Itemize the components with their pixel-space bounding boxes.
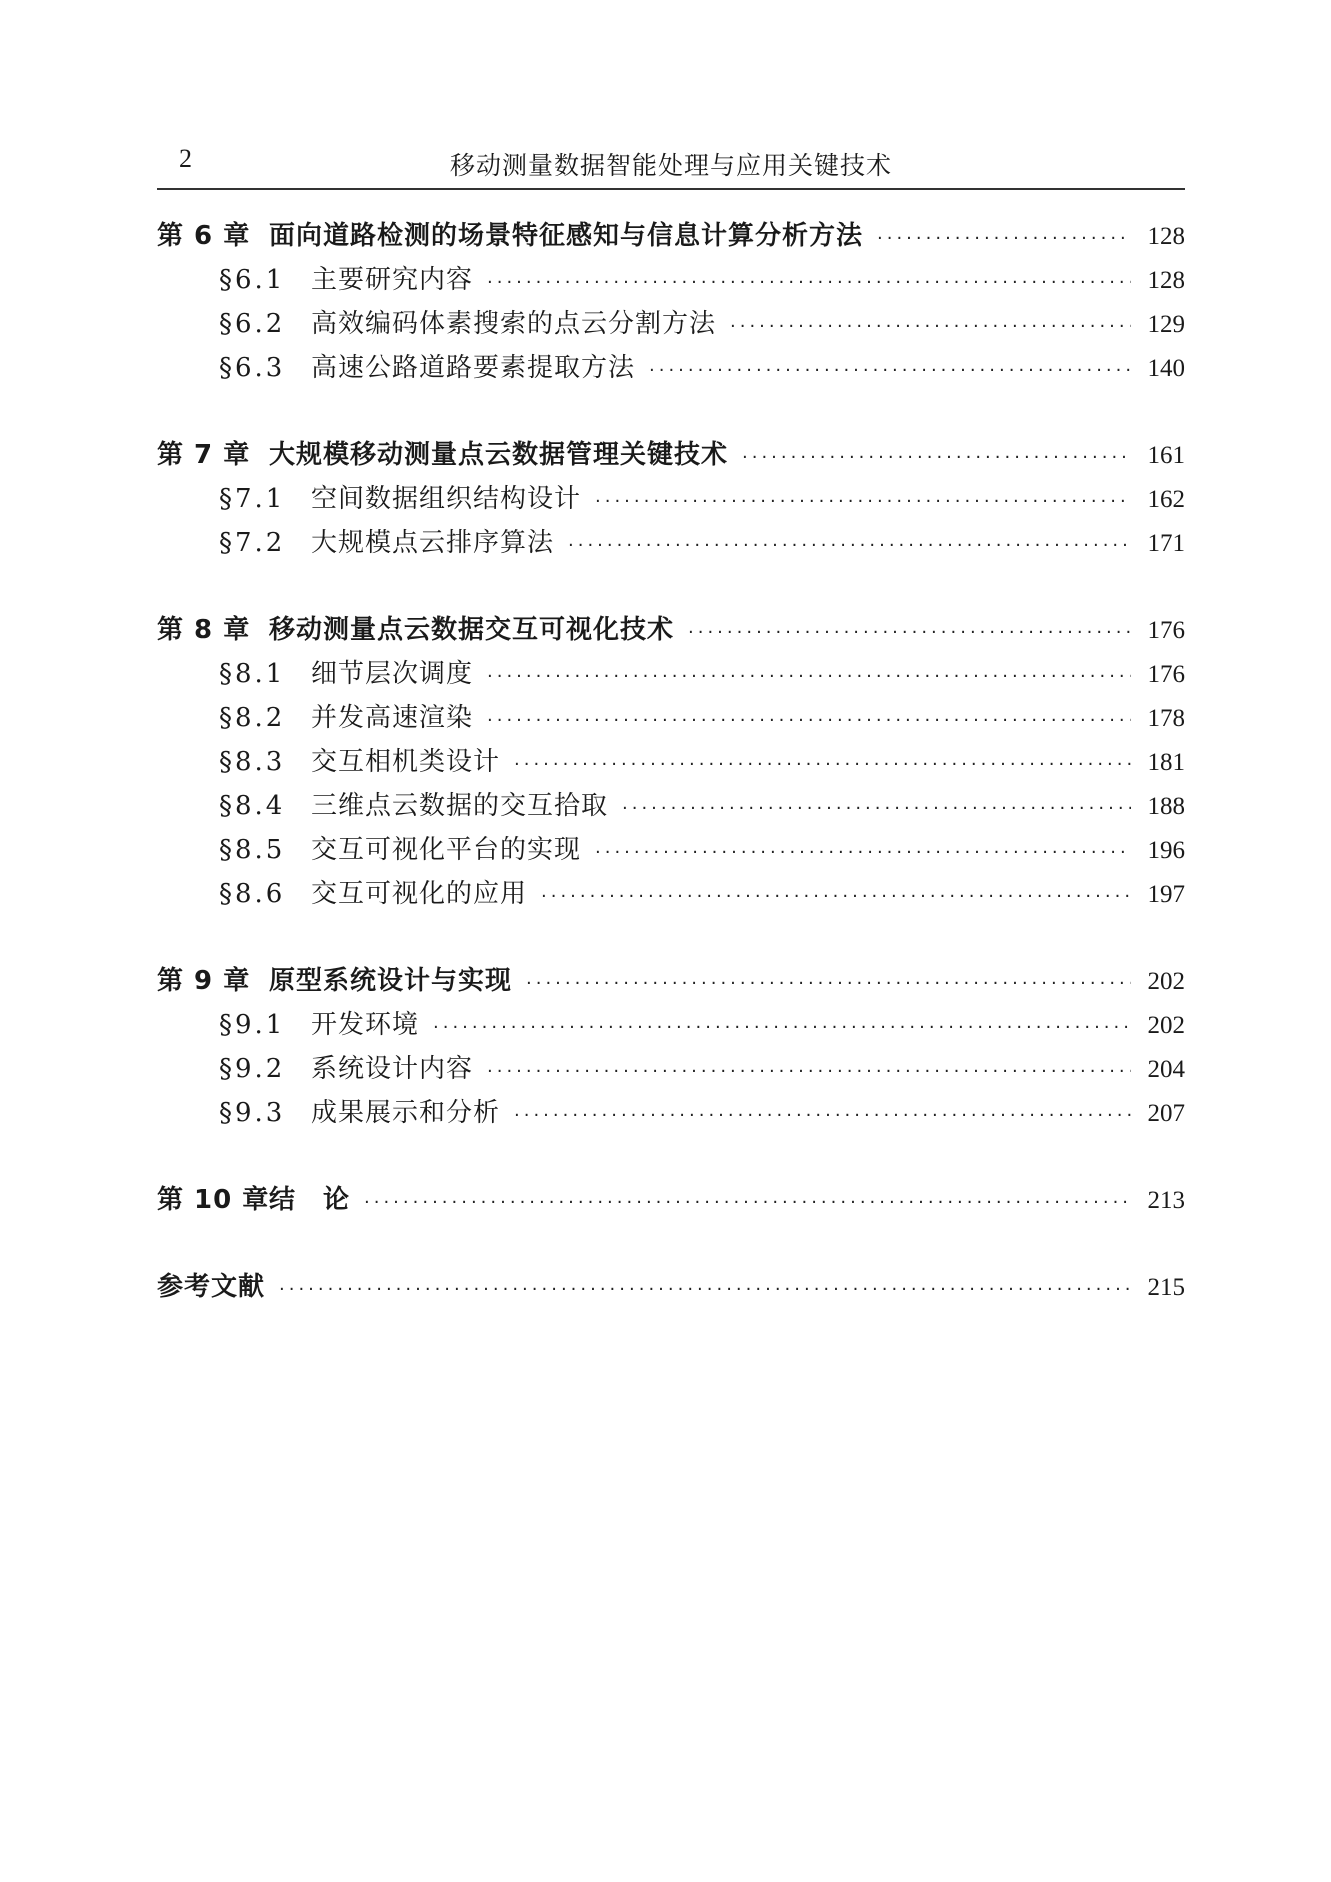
toc-entry-label (219, 652, 473, 696)
chapter-title: 大规模移动测量点云数据管理关键技术 (269, 440, 729, 470)
section-number: §6.3 (219, 353, 286, 383)
dot-leader (487, 699, 1131, 743)
page-reference: 176 (1147, 617, 1185, 644)
toc-section-entry[interactable] (157, 652, 1185, 696)
page-reference: 171 (1147, 530, 1185, 557)
dot-leader (487, 261, 1131, 305)
toc-entry-label (219, 346, 635, 390)
toc-section-entry[interactable] (157, 346, 1185, 390)
dot-leader (649, 349, 1131, 393)
page-reference: 196 (1147, 837, 1185, 864)
dot-leader (595, 831, 1131, 875)
toc-entry-label (219, 1003, 419, 1047)
toc-entry-label (219, 302, 716, 346)
toc-entry-label (219, 1047, 473, 1091)
toc-section-entry[interactable] (157, 477, 1185, 521)
toc-section-entry[interactable] (157, 521, 1185, 565)
section-number: §7.2 (219, 528, 286, 558)
toc-entry-label (157, 959, 512, 1003)
dot-leader (742, 436, 1131, 480)
toc-chapter-entry[interactable] (157, 1265, 1185, 1309)
toc-section-entry[interactable] (157, 872, 1185, 916)
toc-entry-label (157, 608, 674, 652)
section-number: §9.3 (219, 1098, 286, 1128)
chapter-number: 第 9 章 (157, 966, 251, 996)
dot-leader (433, 1006, 1131, 1050)
section-title: 交互可视化平台的实现 (311, 835, 582, 865)
dot-leader (487, 655, 1131, 699)
toc-entry-label (219, 477, 581, 521)
chapter-block (157, 433, 1185, 565)
section-title: 成果展示和分析 (311, 1098, 501, 1128)
chapter-title: 移动测量点云数据交互可视化技术 (269, 615, 675, 645)
dot-leader (279, 1268, 1131, 1312)
toc-section-entry[interactable] (157, 784, 1185, 828)
chapter-title: 原型系统设计与实现 (269, 966, 513, 996)
page-reference: 188 (1147, 793, 1185, 820)
section-number: §9.1 (219, 1010, 286, 1040)
section-title: 并发高速渲染 (311, 703, 474, 733)
dot-leader (541, 875, 1131, 919)
section-number: §6.2 (219, 309, 286, 339)
chapter-title: 结 论 (269, 1185, 351, 1215)
chapter-title: 面向道路检测的场景特征感知与信息计算分析方法 (269, 221, 864, 251)
dot-leader (526, 962, 1131, 1006)
dot-leader (877, 217, 1131, 261)
chapter-block (157, 214, 1185, 390)
toc-section-entry[interactable] (157, 258, 1185, 302)
page-reference: 197 (1147, 881, 1185, 908)
running-header (157, 142, 1185, 190)
section-number: §8.4 (219, 791, 286, 821)
page-reference: 204 (1147, 1056, 1185, 1083)
toc-section-entry[interactable] (157, 740, 1185, 784)
section-number: §7.1 (219, 484, 286, 514)
section-title: 高效编码体素搜索的点云分割方法 (311, 309, 717, 339)
toc-section-entry[interactable] (157, 302, 1185, 346)
toc-chapter-entry[interactable] (157, 433, 1185, 477)
toc-chapter-entry[interactable] (157, 1178, 1185, 1222)
chapter-number: 第 8 章 (157, 615, 251, 645)
toc-entry-label (219, 1091, 500, 1135)
toc-entry-label (219, 784, 608, 828)
section-title: 系统设计内容 (311, 1054, 474, 1084)
toc-section-entry[interactable] (157, 696, 1185, 740)
chapter-block (157, 1265, 1185, 1309)
chapter-number: 第 7 章 (157, 440, 251, 470)
section-number: §8.3 (219, 747, 286, 777)
section-number: §8.5 (219, 835, 286, 865)
toc-entry-label (157, 433, 728, 477)
section-title: 高速公路道路要素提取方法 (311, 353, 636, 383)
section-number: §9.2 (219, 1054, 286, 1084)
page-reference: 178 (1147, 705, 1185, 732)
page-reference: 140 (1147, 355, 1185, 382)
section-number: §8.6 (219, 879, 286, 909)
toc-entry-label (157, 1178, 350, 1222)
page-reference: 128 (1147, 267, 1185, 294)
page-reference: 181 (1147, 749, 1185, 776)
toc-entry-label (219, 872, 527, 916)
toc-section-entry[interactable] (157, 1003, 1185, 1047)
toc-entry-label (219, 828, 581, 872)
dot-leader (364, 1181, 1131, 1225)
chapter-block (157, 959, 1185, 1135)
page-reference: 215 (1147, 1274, 1185, 1301)
dot-leader (514, 1094, 1131, 1138)
chapter-block (157, 608, 1185, 916)
page-reference: 202 (1147, 968, 1185, 995)
page-reference: 162 (1147, 486, 1185, 513)
toc-entry-label (219, 740, 500, 784)
page-reference: 128 (1147, 223, 1185, 250)
page-reference: 202 (1147, 1012, 1185, 1039)
section-title: 开发环境 (311, 1010, 420, 1040)
page-reference: 161 (1147, 442, 1185, 469)
page-reference: 129 (1147, 311, 1185, 338)
toc-entry-label (219, 521, 554, 565)
toc-entry-label (219, 258, 473, 302)
dot-leader (730, 305, 1131, 349)
toc-entry-label (219, 696, 473, 740)
section-title: 交互相机类设计 (311, 747, 501, 777)
section-title: 三维点云数据的交互拾取 (311, 791, 609, 821)
section-title: 主要研究内容 (311, 265, 474, 295)
section-title: 大规模点云排序算法 (311, 528, 555, 558)
page-reference: 176 (1147, 661, 1185, 688)
section-title: 交互可视化的应用 (311, 879, 528, 909)
toc-chapter-entry[interactable] (157, 959, 1185, 1003)
chapter-title: 参考文献 (157, 1272, 266, 1302)
section-number: §8.1 (219, 659, 286, 689)
toc-chapter-entry[interactable] (157, 214, 1185, 258)
running-title: 移动测量数据智能处理与应用关键技术 (449, 151, 892, 180)
toc-section-entry[interactable] (157, 828, 1185, 872)
section-title: 细节层次调度 (311, 659, 474, 689)
chapter-number: 第 6 章 (157, 221, 251, 251)
dot-leader (595, 480, 1131, 524)
table-of-contents (157, 214, 1185, 1352)
toc-entry-label (157, 214, 863, 258)
chapter-block (157, 1178, 1185, 1222)
page-number: 2 (179, 144, 192, 173)
dot-leader (622, 787, 1131, 831)
dot-leader (487, 1050, 1131, 1094)
section-title: 空间数据组织结构设计 (311, 484, 582, 514)
page-reference: 207 (1147, 1100, 1185, 1127)
toc-section-entry[interactable] (157, 1047, 1185, 1091)
toc-section-entry[interactable] (157, 1091, 1185, 1135)
section-number: §8.2 (219, 703, 286, 733)
chapter-number: 第 10 章 (157, 1185, 270, 1215)
page-reference: 213 (1147, 1187, 1185, 1214)
dot-leader (514, 743, 1131, 787)
dot-leader (568, 524, 1131, 568)
section-number: §6.1 (219, 265, 286, 295)
dot-leader (688, 611, 1131, 655)
toc-entry-label (157, 1265, 265, 1309)
toc-chapter-entry[interactable] (157, 608, 1185, 652)
